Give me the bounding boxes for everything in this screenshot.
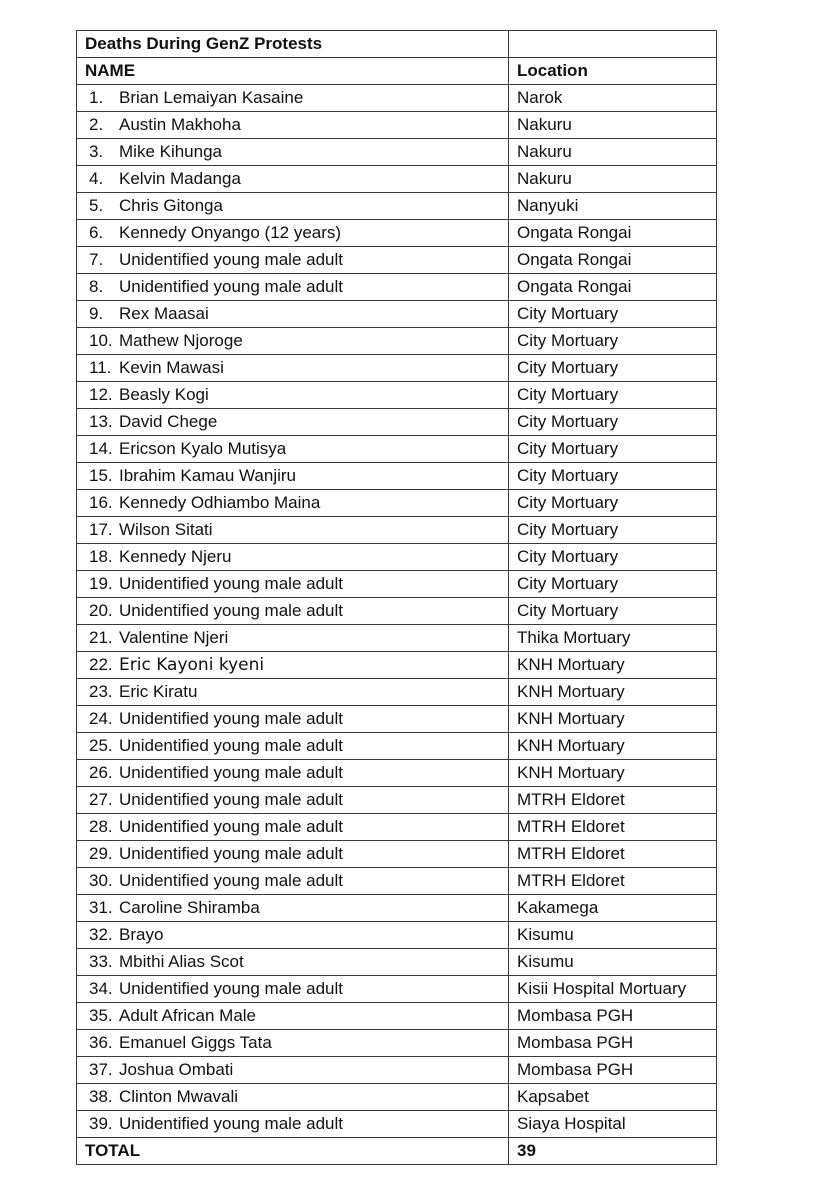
location-cell: Ongata Rongai xyxy=(509,247,717,274)
name-cell xyxy=(77,463,509,490)
name-cell xyxy=(77,382,509,409)
table-row xyxy=(77,274,717,301)
row-number: 27. xyxy=(89,790,113,809)
location-cell: Ongata Rongai xyxy=(509,220,717,247)
table-title-right-cell xyxy=(509,31,717,58)
person-name: Brian Lemaiyan Kasaine xyxy=(119,88,304,107)
person-name: Kelvin Madanga xyxy=(119,169,241,188)
name-cell xyxy=(77,112,509,139)
name-cell xyxy=(77,1084,509,1111)
name-cell xyxy=(77,193,509,220)
person-name: David Chege xyxy=(119,412,218,431)
person-name: Emanuel Giggs Tata xyxy=(119,1033,272,1052)
name-cell xyxy=(77,868,509,895)
name-cell xyxy=(77,166,509,193)
location-cell: Mombasa PGH xyxy=(509,1003,717,1030)
person-name: Valentine Njeri xyxy=(119,628,229,647)
row-number: 7. xyxy=(89,250,104,269)
location-cell: City Mortuary xyxy=(509,490,717,517)
total-value: 39 xyxy=(509,1138,717,1165)
row-number: 6. xyxy=(89,223,104,242)
table-row xyxy=(77,301,717,328)
table-row xyxy=(77,220,717,247)
row-number: 26. xyxy=(89,763,113,782)
person-name: Wilson Sitati xyxy=(119,520,213,539)
location-cell: Nakuru xyxy=(509,139,717,166)
table-row xyxy=(77,895,717,922)
location-cell: Kisumu xyxy=(509,922,717,949)
person-name: Mbithi Alias Scot xyxy=(119,952,244,971)
person-name: Ericson Kyalo Mutisya xyxy=(119,439,287,458)
table-row xyxy=(77,949,717,976)
row-number: 13. xyxy=(89,412,113,431)
table-row xyxy=(77,463,717,490)
row-number: 16. xyxy=(89,493,113,512)
title-row xyxy=(77,31,717,58)
table-row xyxy=(77,328,717,355)
person-name: Unidentified young male adult xyxy=(119,817,343,836)
row-number: 3. xyxy=(89,142,104,161)
person-name: Rex Maasai xyxy=(119,304,209,323)
person-name: Beasly Kogi xyxy=(119,385,209,404)
name-cell xyxy=(77,760,509,787)
location-cell: Nanyuki xyxy=(509,193,717,220)
location-cell: MTRH Eldoret xyxy=(509,814,717,841)
name-cell xyxy=(77,436,509,463)
row-number: 9. xyxy=(89,304,104,323)
table-row xyxy=(77,112,717,139)
location-cell: City Mortuary xyxy=(509,598,717,625)
name-cell xyxy=(77,490,509,517)
name-cell xyxy=(77,949,509,976)
row-number: 2. xyxy=(89,115,104,134)
location-cell: Nakuru xyxy=(509,112,717,139)
location-cell: KNH Mortuary xyxy=(509,760,717,787)
person-name: Kennedy Odhiambo Maina xyxy=(119,493,321,512)
table-row xyxy=(77,679,717,706)
total-row xyxy=(77,1138,717,1165)
person-name: Unidentified young male adult xyxy=(119,277,343,296)
row-number: 29. xyxy=(89,844,113,863)
row-number: 24. xyxy=(89,709,113,728)
person-name: Kennedy Onyango (12 years) xyxy=(119,223,342,242)
person-name: Clinton Mwavali xyxy=(119,1087,239,1106)
location-cell: Kisumu xyxy=(509,949,717,976)
row-number: 11. xyxy=(89,358,112,377)
table-row xyxy=(77,247,717,274)
table-row xyxy=(77,436,717,463)
header-location: Location xyxy=(509,58,717,85)
name-cell xyxy=(77,652,509,679)
table-row xyxy=(77,760,717,787)
location-cell: Kakamega xyxy=(509,895,717,922)
location-cell: KNH Mortuary xyxy=(509,679,717,706)
name-cell xyxy=(77,1057,509,1084)
table-row xyxy=(77,382,717,409)
name-cell xyxy=(77,220,509,247)
person-name: Joshua Ombati xyxy=(119,1060,234,1079)
name-cell xyxy=(77,571,509,598)
table-title: Deaths During GenZ Protests xyxy=(77,31,509,58)
row-number: 19. xyxy=(89,574,113,593)
row-number: 1. xyxy=(89,88,104,107)
location-cell: City Mortuary xyxy=(509,382,717,409)
person-name: Eric Kiratu xyxy=(119,682,198,701)
row-number: 23. xyxy=(89,682,113,701)
person-name: Unidentified young male adult xyxy=(119,844,343,863)
row-number: 21. xyxy=(89,628,113,647)
person-name: Eric Kayoni kyeni xyxy=(119,655,265,675)
table-row xyxy=(77,1030,717,1057)
table-row xyxy=(77,1003,717,1030)
row-number: 28. xyxy=(89,817,113,836)
table-row xyxy=(77,841,717,868)
table-body xyxy=(77,31,717,1165)
row-number: 39. xyxy=(89,1114,113,1133)
row-number: 33. xyxy=(89,952,113,971)
table-row xyxy=(77,193,717,220)
header-row xyxy=(77,58,717,85)
location-cell: Mombasa PGH xyxy=(509,1057,717,1084)
location-cell: City Mortuary xyxy=(509,517,717,544)
header-name: NAME xyxy=(77,58,509,85)
row-number: 4. xyxy=(89,169,104,188)
name-cell xyxy=(77,328,509,355)
location-cell: City Mortuary xyxy=(509,328,717,355)
name-cell xyxy=(77,895,509,922)
row-number: 15. xyxy=(89,466,113,485)
table-row xyxy=(77,976,717,1003)
location-cell: Ongata Rongai xyxy=(509,274,717,301)
name-cell xyxy=(77,706,509,733)
name-cell xyxy=(77,841,509,868)
name-cell xyxy=(77,301,509,328)
name-cell xyxy=(77,1030,509,1057)
location-cell: MTRH Eldoret xyxy=(509,787,717,814)
table-row xyxy=(77,814,717,841)
table-row xyxy=(77,409,717,436)
name-cell xyxy=(77,517,509,544)
person-name: Caroline Shiramba xyxy=(119,898,260,917)
location-cell: City Mortuary xyxy=(509,571,717,598)
table-row xyxy=(77,652,717,679)
person-name: Unidentified young male adult xyxy=(119,1114,343,1133)
location-cell: Thika Mortuary xyxy=(509,625,717,652)
table-row xyxy=(77,571,717,598)
row-number: 12. xyxy=(89,385,113,404)
person-name: Unidentified young male adult xyxy=(119,790,343,809)
person-name: Unidentified young male adult xyxy=(119,601,343,620)
name-cell xyxy=(77,598,509,625)
table-row xyxy=(77,787,717,814)
person-name: Kevin Mawasi xyxy=(119,358,224,377)
row-number: 17. xyxy=(89,520,113,539)
location-cell: Narok xyxy=(509,85,717,112)
table-row xyxy=(77,355,717,382)
table-row xyxy=(77,598,717,625)
row-number: 37. xyxy=(89,1060,113,1079)
location-cell: City Mortuary xyxy=(509,436,717,463)
row-number: 34. xyxy=(89,979,113,998)
location-cell: Kapsabet xyxy=(509,1084,717,1111)
name-cell xyxy=(77,679,509,706)
person-name: Unidentified young male adult xyxy=(119,979,343,998)
table-row xyxy=(77,544,717,571)
row-number: 14. xyxy=(89,439,113,458)
table-row xyxy=(77,733,717,760)
table-row xyxy=(77,139,717,166)
table-row xyxy=(77,490,717,517)
table-row xyxy=(77,922,717,949)
location-cell: MTRH Eldoret xyxy=(509,868,717,895)
location-cell: City Mortuary xyxy=(509,463,717,490)
row-number: 32. xyxy=(89,925,113,944)
deaths-table xyxy=(76,30,717,1165)
row-number: 10. xyxy=(89,331,113,350)
table-row xyxy=(77,1111,717,1138)
table-row xyxy=(77,706,717,733)
person-name: Unidentified young male adult xyxy=(119,574,343,593)
row-number: 18. xyxy=(89,547,113,566)
row-number: 30. xyxy=(89,871,113,890)
person-name: Ibrahim Kamau Wanjiru xyxy=(119,466,296,485)
table-row xyxy=(77,517,717,544)
row-number: 22. xyxy=(89,655,113,674)
name-cell xyxy=(77,274,509,301)
name-cell xyxy=(77,787,509,814)
location-cell: MTRH Eldoret xyxy=(509,841,717,868)
name-cell xyxy=(77,139,509,166)
name-cell xyxy=(77,733,509,760)
name-cell xyxy=(77,625,509,652)
table-row xyxy=(77,85,717,112)
location-cell: City Mortuary xyxy=(509,409,717,436)
table-row xyxy=(77,1084,717,1111)
name-cell xyxy=(77,814,509,841)
location-cell: City Mortuary xyxy=(509,544,717,571)
location-cell: KNH Mortuary xyxy=(509,733,717,760)
person-name: Austin Makhoha xyxy=(119,115,241,134)
name-cell xyxy=(77,409,509,436)
name-cell xyxy=(77,1003,509,1030)
name-cell xyxy=(77,355,509,382)
person-name: Unidentified young male adult xyxy=(119,709,343,728)
person-name: Adult African Male xyxy=(119,1006,257,1025)
table-row xyxy=(77,1057,717,1084)
location-cell: Nakuru xyxy=(509,166,717,193)
location-cell: Siaya Hospital xyxy=(509,1111,717,1138)
location-cell: Kisii Hospital Mortuary xyxy=(509,976,717,1003)
row-number: 35. xyxy=(89,1006,113,1025)
person-name: Mike Kihunga xyxy=(119,142,223,161)
location-cell: City Mortuary xyxy=(509,301,717,328)
row-number: 25. xyxy=(89,736,113,755)
location-cell: KNH Mortuary xyxy=(509,652,717,679)
table-row xyxy=(77,625,717,652)
table-row xyxy=(77,868,717,895)
name-cell xyxy=(77,85,509,112)
person-name: Mathew Njoroge xyxy=(119,331,243,350)
person-name: Unidentified young male adult xyxy=(119,871,343,890)
person-name: Unidentified young male adult xyxy=(119,250,343,269)
name-cell xyxy=(77,976,509,1003)
name-cell xyxy=(77,922,509,949)
name-cell xyxy=(77,247,509,274)
row-number: 5. xyxy=(89,196,104,215)
row-number: 38. xyxy=(89,1087,113,1106)
person-name: Unidentified young male adult xyxy=(119,763,343,782)
row-number: 36. xyxy=(89,1033,113,1052)
person-name: Brayo xyxy=(119,925,164,944)
person-name: Chris Gitonga xyxy=(119,196,223,215)
name-cell xyxy=(77,1111,509,1138)
row-number: 8. xyxy=(89,277,104,296)
person-name: Kennedy Njeru xyxy=(119,547,232,566)
table-row xyxy=(77,166,717,193)
row-number: 31. xyxy=(89,898,113,917)
total-label: TOTAL xyxy=(77,1138,509,1165)
row-number: 20. xyxy=(89,601,113,620)
location-cell: City Mortuary xyxy=(509,355,717,382)
location-cell: Mombasa PGH xyxy=(509,1030,717,1057)
name-cell xyxy=(77,544,509,571)
person-name: Unidentified young male adult xyxy=(119,736,343,755)
location-cell: KNH Mortuary xyxy=(509,706,717,733)
